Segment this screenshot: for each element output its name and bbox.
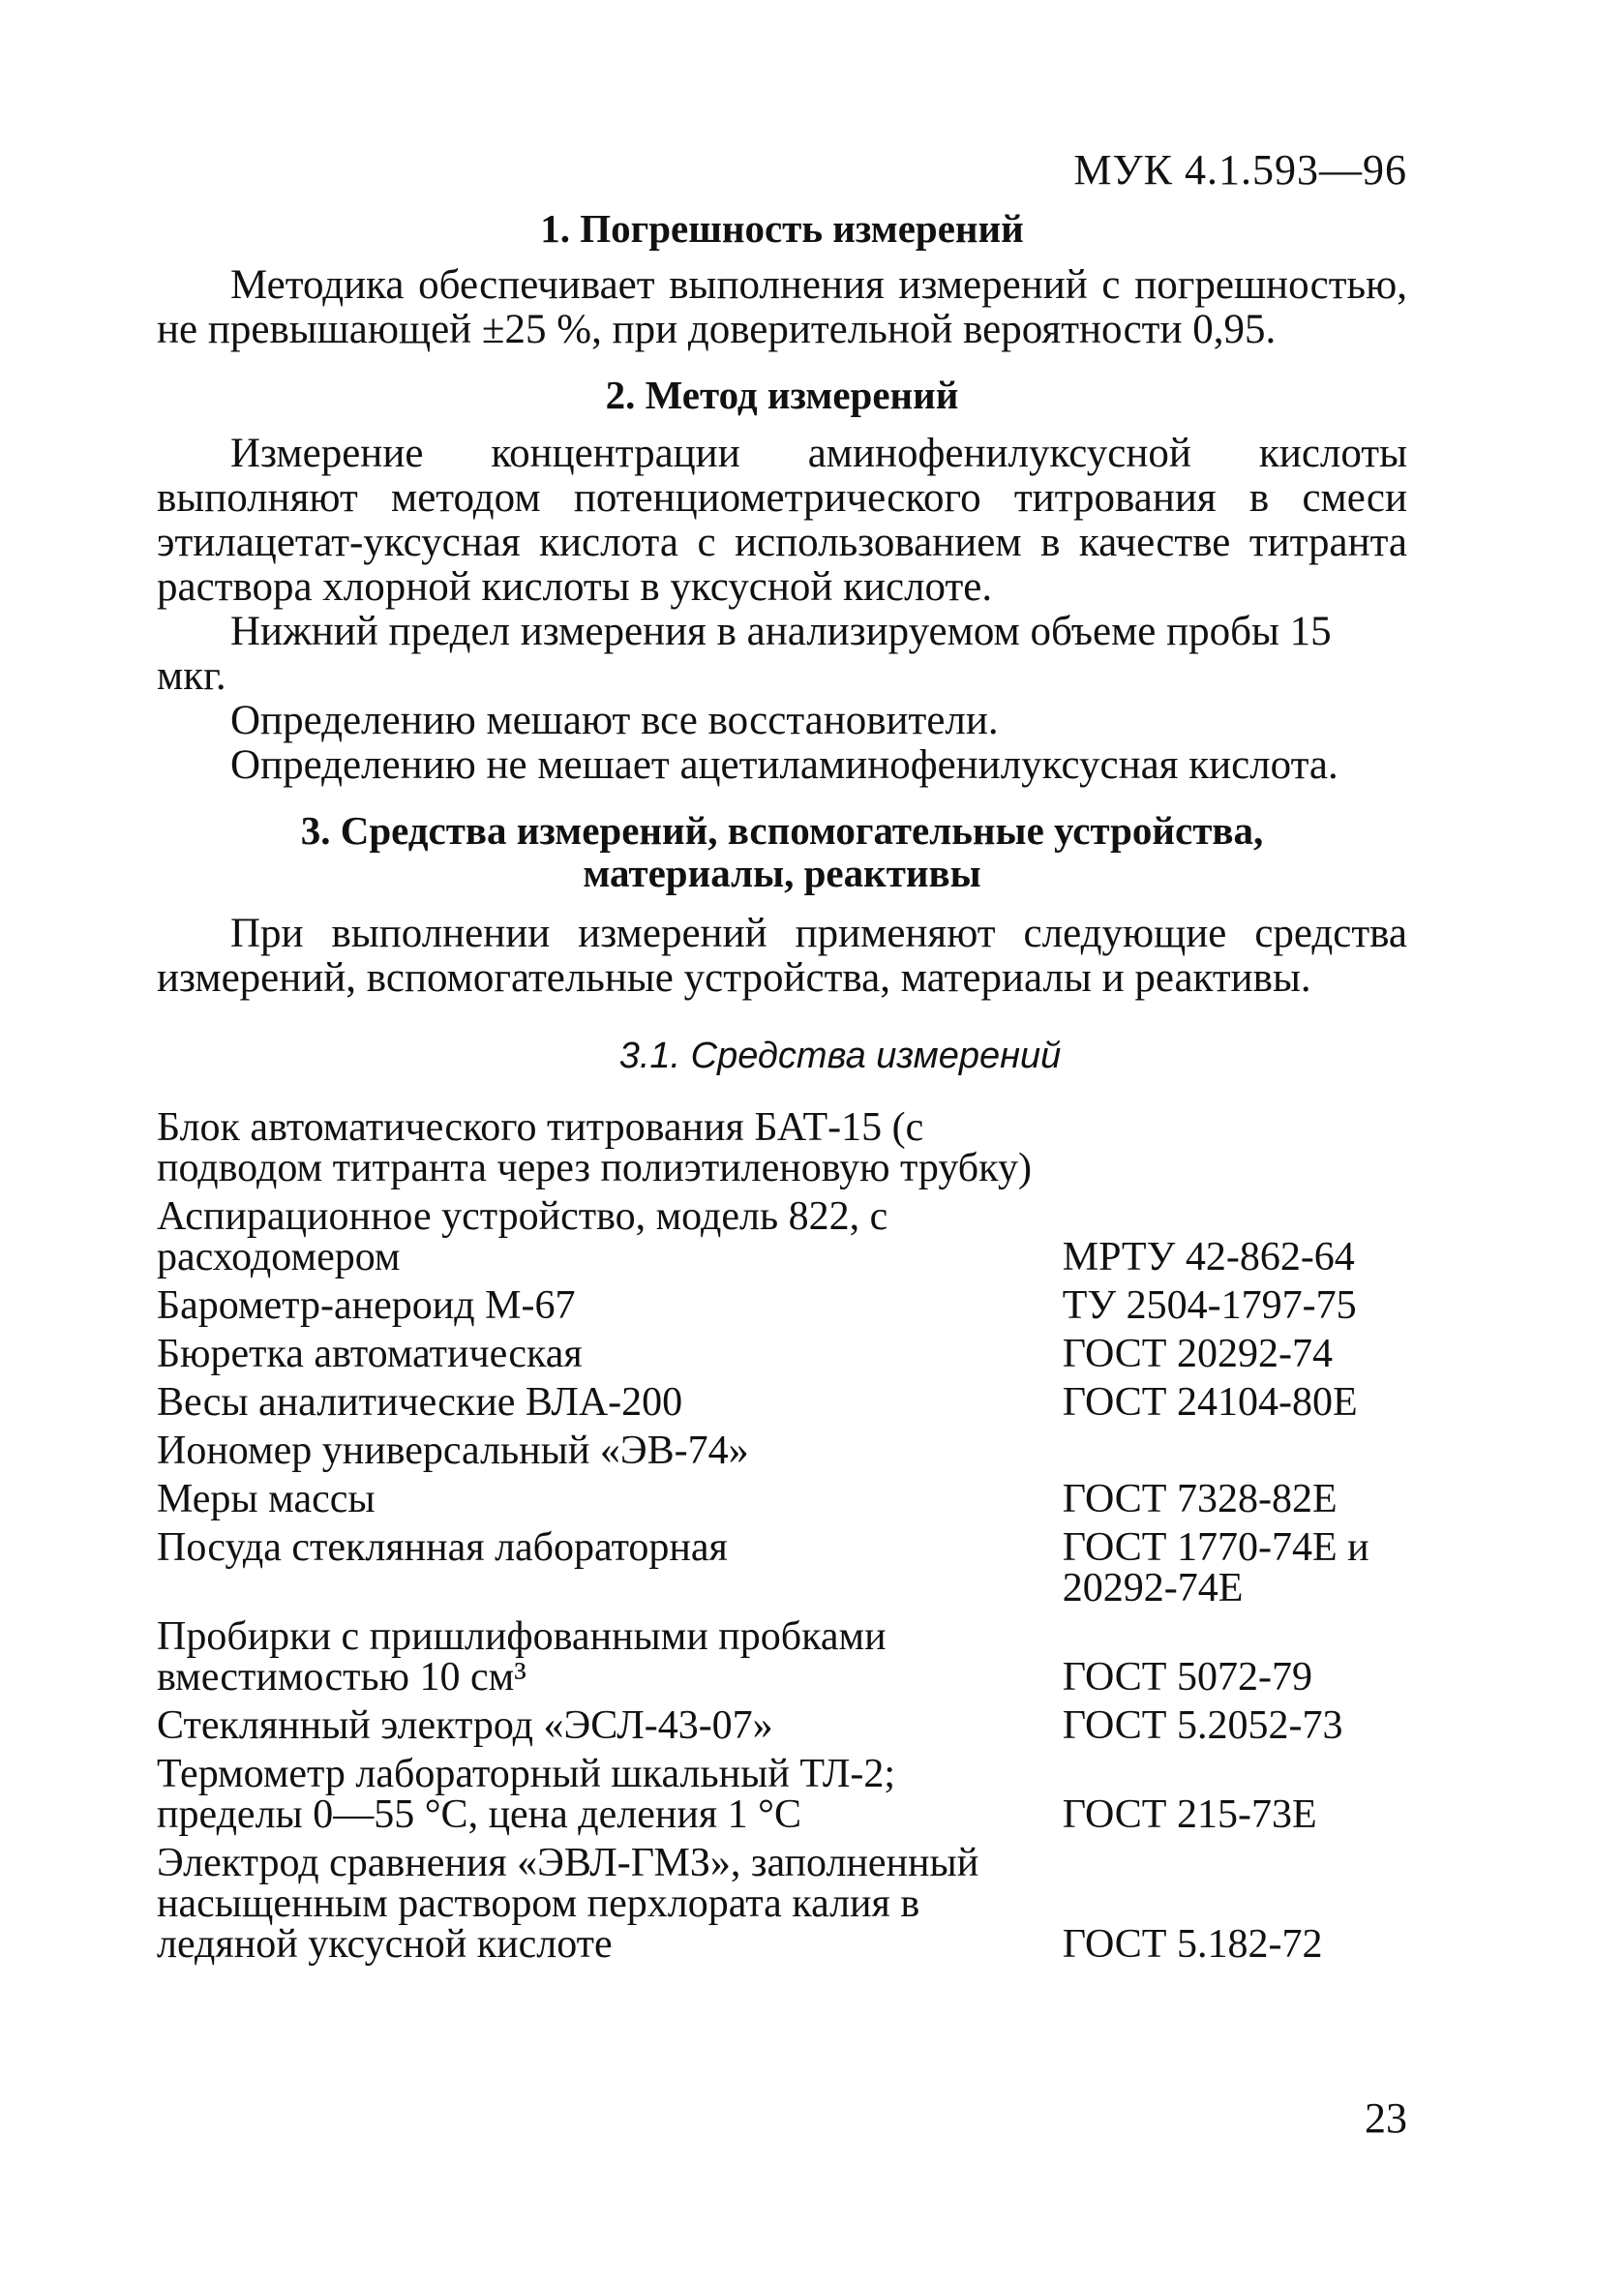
equipment-standard: ГОСТ 5.2052-73 — [1062, 1703, 1343, 1748]
paragraph: Определению не мешает ацетиламинофенилуксусная кислота. — [230, 742, 1338, 788]
paragraph: Измерение концентрации аминофенилуксусной кислоты выполняют методом потенциометрического титрования в смеси этилацетат-уксусная кислота с использованием в качестве титранта раствора хлорной кислоты в уксусной кислоте. — [157, 431, 1407, 610]
document-code: МУК 4.1.593—96 — [1073, 146, 1407, 194]
table-row — [157, 1278, 1407, 1326]
equipment-name: Посуда стеклянная лабораторная — [157, 1525, 728, 1570]
section-heading: 3. Средства измерений, вспомогательные устройства, — [300, 808, 1264, 853]
table-row — [157, 1520, 1407, 1609]
equipment-standard: ГОСТ 7328-82Е — [1062, 1477, 1338, 1521]
equipment-table — [157, 1107, 1407, 1965]
section-heading: 1. Погрешность измерений — [540, 206, 1024, 251]
table-row — [157, 1698, 1407, 1746]
equipment-name: Барометр-анероид М-67 — [157, 1283, 576, 1328]
equipment-standard: ГОСТ 20292-74 — [1062, 1332, 1333, 1376]
equipment-standard: ГОСТ 5072-79 — [1062, 1655, 1312, 1700]
equipment-standard: ГОСТ 5.182-72 — [1062, 1922, 1323, 1967]
table-row — [157, 1423, 1407, 1471]
paragraph: Методика обеспечивает выполнения измерений с погрешностью, не превышающей ±25 %, при доверительной вероятности 0,95. — [157, 262, 1407, 352]
equipment-standard — [1063, 1423, 1407, 1471]
equipment-name: Электрод сравнения «ЭВЛ-ГМЗ», заполненный насыщенным раствором перхлората калия в ледяной уксусной кислоте — [157, 1841, 979, 1967]
section-2 — [157, 374, 1407, 788]
page-body — [157, 145, 1407, 1965]
section-3 — [157, 809, 1407, 1001]
equipment-standard — [1063, 1107, 1407, 1189]
section-1 — [157, 207, 1407, 352]
paragraph: При выполнении измерений применяют следующие средства измерений, вспомогательные устройства, материалы и реактивы. — [157, 911, 1407, 1001]
equipment-standard: ГОСТ 215-73Е — [1062, 1792, 1317, 1837]
equipment-standard: ГОСТ 1770-74Е и 20292-74Е — [1062, 1525, 1369, 1610]
equipment-name: Аспирационное устройство, модель 822, с расходомером — [157, 1194, 888, 1279]
section-heading: 2. Метод измерений — [605, 373, 959, 417]
table-row — [157, 1835, 1407, 1965]
table-row — [157, 1107, 1407, 1189]
equipment-standard: ГОСТ 24104-80Е — [1062, 1380, 1358, 1425]
section-heading-continued: материалы, реактивы — [583, 851, 981, 895]
paragraph: Определению мешают все восстановители. — [230, 698, 999, 743]
equipment-standard: МРТУ 42-862-64 — [1062, 1235, 1355, 1279]
paragraph: Нижний предел измерения в анализируемом объеме пробы 15 мкг. — [157, 609, 1332, 699]
equipment-name: Пробирки с пришлифованными пробками вместимостью 10 см³ — [157, 1614, 887, 1700]
table-row — [157, 1326, 1407, 1374]
equipment-name: Меры массы — [157, 1477, 376, 1521]
equipment-name: Блок автоматического титрования БАТ-15 (с подводом титранта через полиэтиленовую трубку) — [157, 1105, 1032, 1190]
table-row — [157, 1189, 1407, 1278]
equipment-name: Иономер универсальный «ЭВ-74» — [157, 1429, 749, 1473]
equipment-standard: ТУ 2504-1797-75 — [1062, 1283, 1357, 1328]
table-row — [157, 1746, 1407, 1835]
table-row — [157, 1609, 1407, 1698]
equipment-name: Стеклянный электрод «ЭСЛ-43-07» — [157, 1703, 773, 1748]
equipment-name: Весы аналитические ВЛА-200 — [157, 1380, 683, 1425]
table-row — [157, 1374, 1407, 1423]
equipment-name: Бюретка автоматическая — [157, 1332, 583, 1376]
subsection-title: 3.1. Средства измерений — [618, 1036, 1062, 1076]
page-number: 23 — [1365, 2094, 1407, 2142]
equipment-name: Термометр лабораторный шкальный ТЛ-2; пределы 0—55 °С, цена деления 1 °С — [157, 1752, 896, 1837]
table-row — [157, 1471, 1407, 1520]
